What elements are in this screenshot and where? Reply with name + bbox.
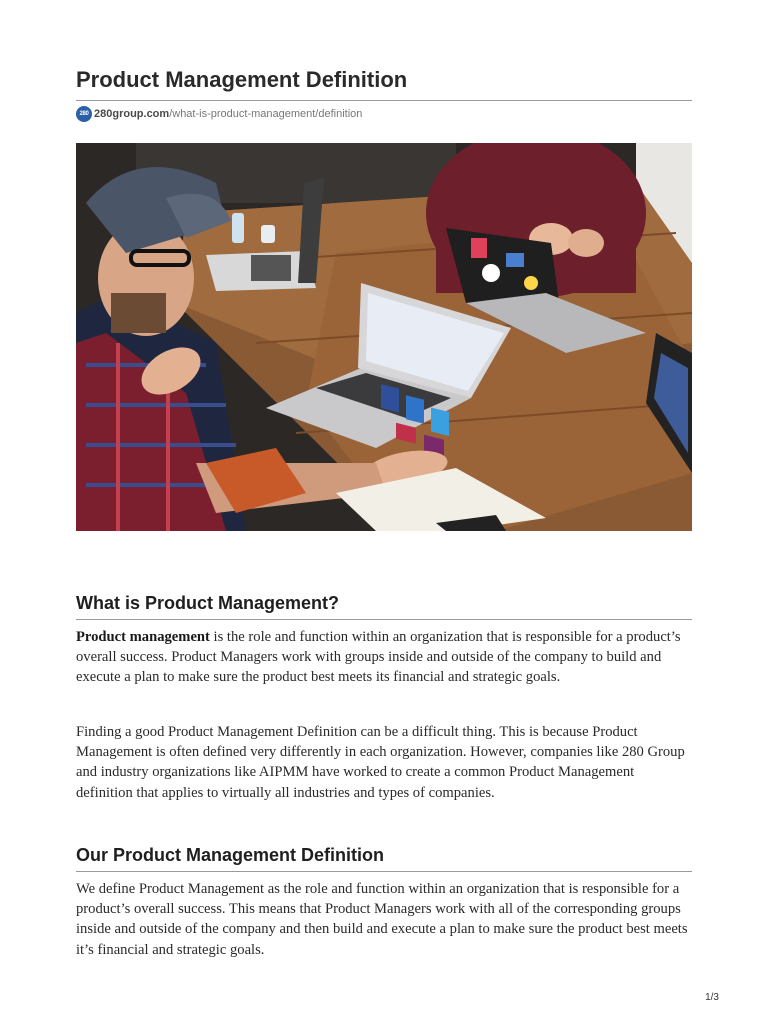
page-number: 1/3	[705, 992, 719, 1003]
paragraph-text: is the role and function within an organization that is responsible for a product’s overall success. Product Managers work with groups inside and outside of the company to build and execute a plan to make sure the product best meets its financial and strategic goals.	[76, 629, 681, 686]
source-domain: 280group.com	[94, 108, 170, 120]
source-path: /what-is-product-management/definition	[169, 108, 363, 120]
paragraph-finding-definition: Finding a good Product Management Definition can be a difficult thing. This is because Product Management is often defined very differently in each organization. However, companies like 280 Group and industry organizations like AIPMM have worked to create a common Product Management definition that applies to virtually all industries and types of companies.	[76, 724, 685, 801]
section-heading-our-definition: Our Product Management Definition	[76, 845, 385, 865]
site-favicon-icon	[76, 106, 92, 122]
paragraph-definition-intro	[76, 627, 692, 688]
source-link[interactable]	[76, 105, 362, 123]
hero-photo	[76, 143, 692, 531]
section-divider	[76, 871, 692, 872]
favicon-text: 280	[79, 111, 89, 117]
section-divider	[76, 619, 692, 620]
title-divider	[76, 100, 692, 101]
paragraph-our-definition: We define Product Management as the role and function within an organization that is responsible for a product’s overall success. This means that Product Managers work with all of the corresponding groups inside and outside of the company and then build and execute a plan to make sure the product best meets it’s financial and strategic goals.	[76, 881, 688, 958]
bold-lead-term: Product management	[76, 629, 210, 645]
page-title: Product Management Definition	[76, 67, 408, 92]
section-heading-what-is: What is Product Management?	[76, 593, 340, 613]
